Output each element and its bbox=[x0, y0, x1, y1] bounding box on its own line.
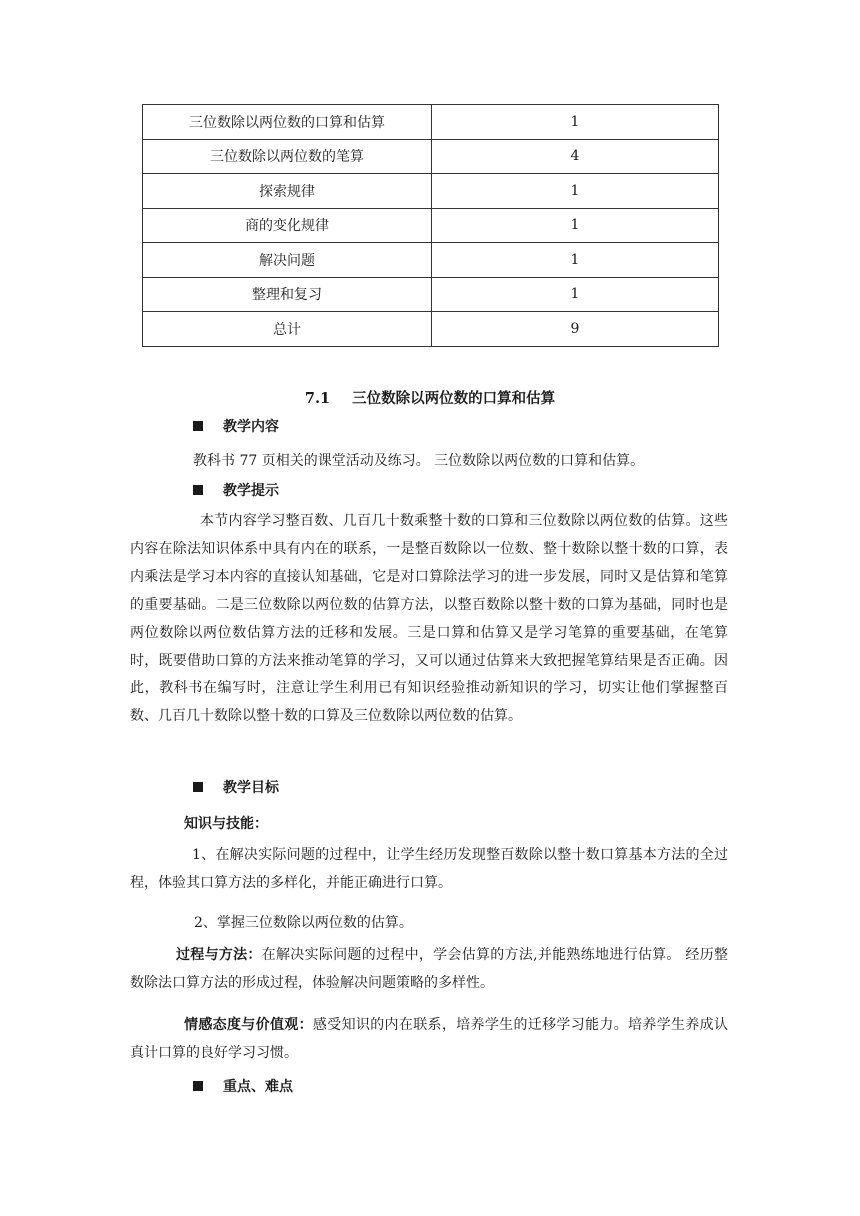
heading-content: 教学内容 bbox=[193, 416, 279, 436]
hints-paragraph: 本节内容学习整百数、几百几十数乘整十数的口算和三位数除以两位数的估算。这些内容在除法知识体系中具有内在的联系，一是整百数除以一位数、整十数除以整十数的口算，表内乘法是学习本内容的直接认知基础，它是对口算除法学习的进一步发展，同时又是估算和笔算的重要基础。二是三位数除以两位数的估算方法，以整百数除以整十数的口算为基础，同时也是两位数除以两位数估算方法的迁移和发展。三是口算和估算又是学习笔算的重要基础，在笔算时，既要借助口算的方法来推动笔算的学习，又可以通过估算来大致把握笔算结果是否正确。因此，教科书在编写时，注意让学生利用已有知识经验推动新知识的学习，切实让他们掌握整百数、几百几十数除以整十数的口算及三位数除以两位数的估算。 bbox=[130, 513, 728, 725]
topic-cell: 三位数除以两位数的口算和估算 bbox=[143, 105, 432, 140]
topic-cell: 商的变化规律 bbox=[143, 208, 432, 243]
goal-item-2: 2、掌握三位数除以两位数的估算。 bbox=[194, 915, 413, 931]
knowledge-label: 知识与技能： bbox=[184, 816, 268, 832]
square-bullet-icon bbox=[193, 421, 203, 431]
process-paragraph: 过程与方法：在解决实际问题的过程中，学会估算的方法,并能熟练地进行估算。 经历整数除法口算方法的形成过程，体验解决问题策略的多样性。 bbox=[130, 947, 729, 991]
hours-cell: 1 bbox=[432, 208, 719, 243]
table-row bbox=[143, 174, 719, 209]
table-row bbox=[143, 208, 719, 243]
table-row bbox=[143, 105, 719, 140]
hours-cell: 1 bbox=[432, 105, 719, 140]
hours-cell: 1 bbox=[432, 277, 719, 312]
emotion-label: 情感态度与价值观： bbox=[184, 1017, 313, 1033]
square-bullet-icon bbox=[193, 485, 203, 495]
table-row bbox=[143, 312, 719, 347]
section-title bbox=[0, 387, 860, 408]
lesson-hours-table bbox=[142, 104, 719, 347]
heading-key-points: 重点、难点 bbox=[193, 1076, 293, 1096]
topic-cell: 整理和复习 bbox=[143, 277, 432, 312]
topic-cell: 探索规律 bbox=[143, 174, 432, 209]
hours-cell: 1 bbox=[432, 243, 719, 278]
heading-goals: 教学目标 bbox=[193, 777, 279, 797]
topic-cell: 三位数除以两位数的笔算 bbox=[143, 139, 432, 174]
emotion-paragraph: 情感态度与价值观：感受知识的内在联系，培养学生的迁移学习能力。培养学生养成认真计口算的良好学习习惯。 bbox=[130, 1017, 729, 1061]
section-number: 7.1 bbox=[304, 390, 331, 407]
topic-cell: 解决问题 bbox=[143, 243, 432, 278]
process-label: 过程与方法： bbox=[176, 947, 262, 963]
table-row bbox=[143, 139, 719, 174]
hours-cell: 1 bbox=[432, 174, 719, 209]
table-row bbox=[143, 243, 719, 278]
hours-cell: 9 bbox=[432, 312, 719, 347]
content-text: 教科书 77 页相关的课堂活动及练习。 三位数除以两位数的口算和估算。 bbox=[193, 453, 645, 469]
section-title-text: 三位数除以两位数的口算和估算 bbox=[352, 390, 556, 407]
square-bullet-icon bbox=[193, 782, 203, 792]
hours-cell: 4 bbox=[432, 139, 719, 174]
table-row bbox=[143, 277, 719, 312]
topic-cell: 总计 bbox=[143, 312, 432, 347]
heading-hints: 教学提示 bbox=[193, 480, 279, 500]
goal-item-1: 1、在解决实际问题的过程中，让学生经历发现整百数除以整十数口算基本方法的全过程，体验其口算方法的多样化，并能正确进行口算。 bbox=[130, 847, 728, 891]
square-bullet-icon bbox=[193, 1081, 203, 1091]
